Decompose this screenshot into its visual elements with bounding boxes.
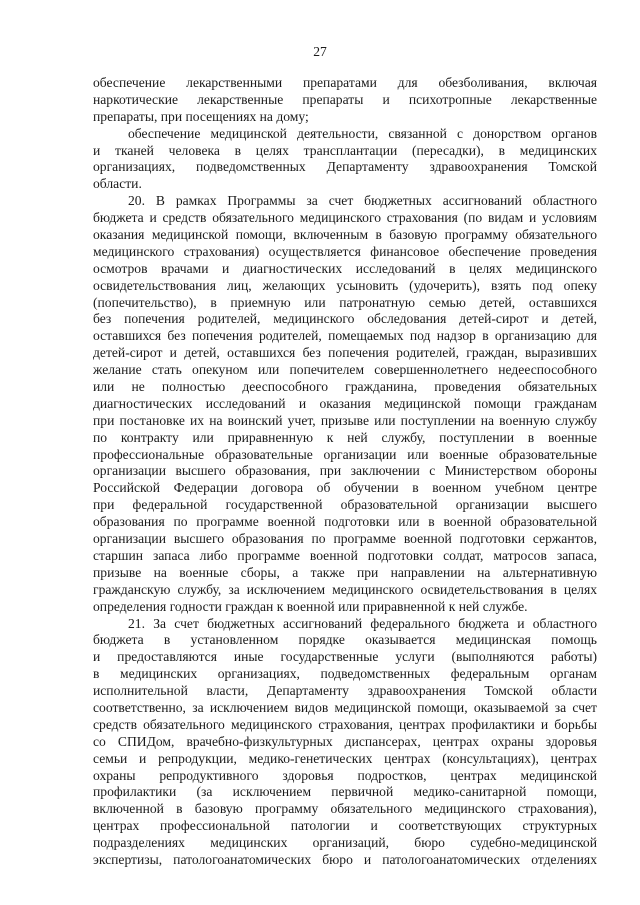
text-line: гражданскую службу, за исключением медицинского освидетельствования в целях [93, 581, 597, 597]
text-line: желание стать опекуном или попечителем совершеннолетнего недееспособного [93, 362, 597, 378]
text-line: медицинского страхования) осуществляется финансовое обеспечение проведения [93, 243, 597, 259]
text-line: оказания медицинской помощи, включенным в базовую программу обязательного [93, 227, 597, 243]
text-line: детей-сирот и детей, оставшихся без попечения родителей, граждан, выразивших [93, 345, 597, 361]
text-line: обеспечение лекарственными препаратами для обезболивания, включая [93, 75, 597, 90]
text-line: подразделениях медицинских организаций, бюро судебно-медицинской [93, 835, 597, 851]
text-line: включенной в базовую программу обязательного медицинского страхования), [93, 801, 597, 817]
text-line: организациях, подведомственных Департаменту здравоохранения Томской [93, 159, 597, 175]
text-line: экспертизы, патологоанатомических бюро и патологоанатомических отделениях [93, 851, 597, 867]
text-line: при постановке их на воинский учет, призыве или поступлении на военную службу [93, 412, 597, 428]
text-line: бюджета в установленном порядке оказывается медицинская помощь [93, 632, 597, 648]
text-line: определения годности граждан к военной или приравненной к ней службе. [93, 598, 528, 614]
text-line: оставшихся без попечения родителей, помещаемых под надзор в организацию для [93, 328, 597, 344]
text-line: организации высшего образования по программе военной подготовки сержантов, [93, 531, 597, 547]
text-line: 21. За счет бюджетных ассигнований федерального бюджета и областного [128, 615, 597, 631]
text-line: и тканей человека в целях трансплантации (пересадки), в медицинских [93, 142, 597, 158]
text-line: старшин запаса либо программе военной подготовки солдат, матросов запаса, [93, 547, 597, 563]
page-number: 27 [313, 44, 327, 59]
text-line: со СПИДом, врачебно-физкультурных диспансерах, центрах охраны здоровья [93, 733, 597, 749]
text-line: диагностических исследований и оказания медицинской помощи гражданам [93, 395, 597, 411]
text-line: без попечения родителей, медицинского обследования детей-сирот и детей, [93, 311, 597, 327]
text-line: освидетельствования лиц, желающих усыновить (удочерить), взять под опеку [93, 277, 597, 293]
text-line: обеспечение медицинской деятельности, связанной с донорством органов [128, 125, 597, 141]
text-line: исполнительной власти, Департаменту здравоохранения Томской области [93, 683, 597, 699]
text-line: наркотические лекарственные препараты и психотропные лекарственные [93, 91, 597, 107]
text-line: 20. В рамках Программы за счет бюджетных ассигнований областного [128, 193, 597, 209]
document-body [93, 75, 597, 869]
text-line: (попечительство), в приемную или патронатную семью детей, оставшихся [93, 294, 597, 310]
text-line: по контракту или приравненную к ней службу, поступлении в военные [93, 429, 597, 445]
text-line: семьи и репродукции, медико-генетических центрах (консультациях), центрах [93, 750, 597, 766]
text-line: профилактики (за исключением первичной медико-санитарной помощи, [93, 784, 597, 800]
text-line: бюджета и средств обязательного медицинского страхования (по видам и условиям [93, 210, 597, 226]
text-line: соответственно, за исключением видов медицинской помощи, оказываемой за счет [93, 699, 597, 715]
text-line: области. [93, 176, 142, 192]
text-line: препараты, при посещениях на дому; [93, 108, 309, 124]
text-line: в медицинских организациях, подведомственных федеральным органам [93, 666, 597, 682]
text-line: охраны репродуктивного здоровья подростков, центрах медицинской [93, 767, 597, 783]
text-line: и предоставляются иные государственные услуги (выполняются работы) [93, 649, 597, 665]
text-line: организации высшего образования, при заключении с Министерством обороны [93, 463, 597, 479]
text-line: образования по программе военной подготовки или в военной образовательной [93, 514, 597, 530]
text-line: Российской Федерации договора об обучении в военном учебном центре [93, 480, 597, 496]
text-line: при федеральной государственной образовательной организации высшего [93, 497, 597, 513]
text-line: или не полностью дееспособного гражданина, проведения обязательных [93, 379, 597, 395]
text-line: осмотров врачами и диагностических исследований в целях медицинского [93, 260, 597, 276]
text-line: средств обязательного медицинского страхования, центрах профилактики и борьбы [93, 716, 597, 732]
text-line: профессиональные образовательные организации или военные образовательные [93, 446, 597, 462]
text-line: центрах профессиональной патологии и соответствующих структурных [93, 818, 597, 834]
text-line: призыве на военные сборы, а также при направлении на альтернативную [93, 564, 597, 580]
